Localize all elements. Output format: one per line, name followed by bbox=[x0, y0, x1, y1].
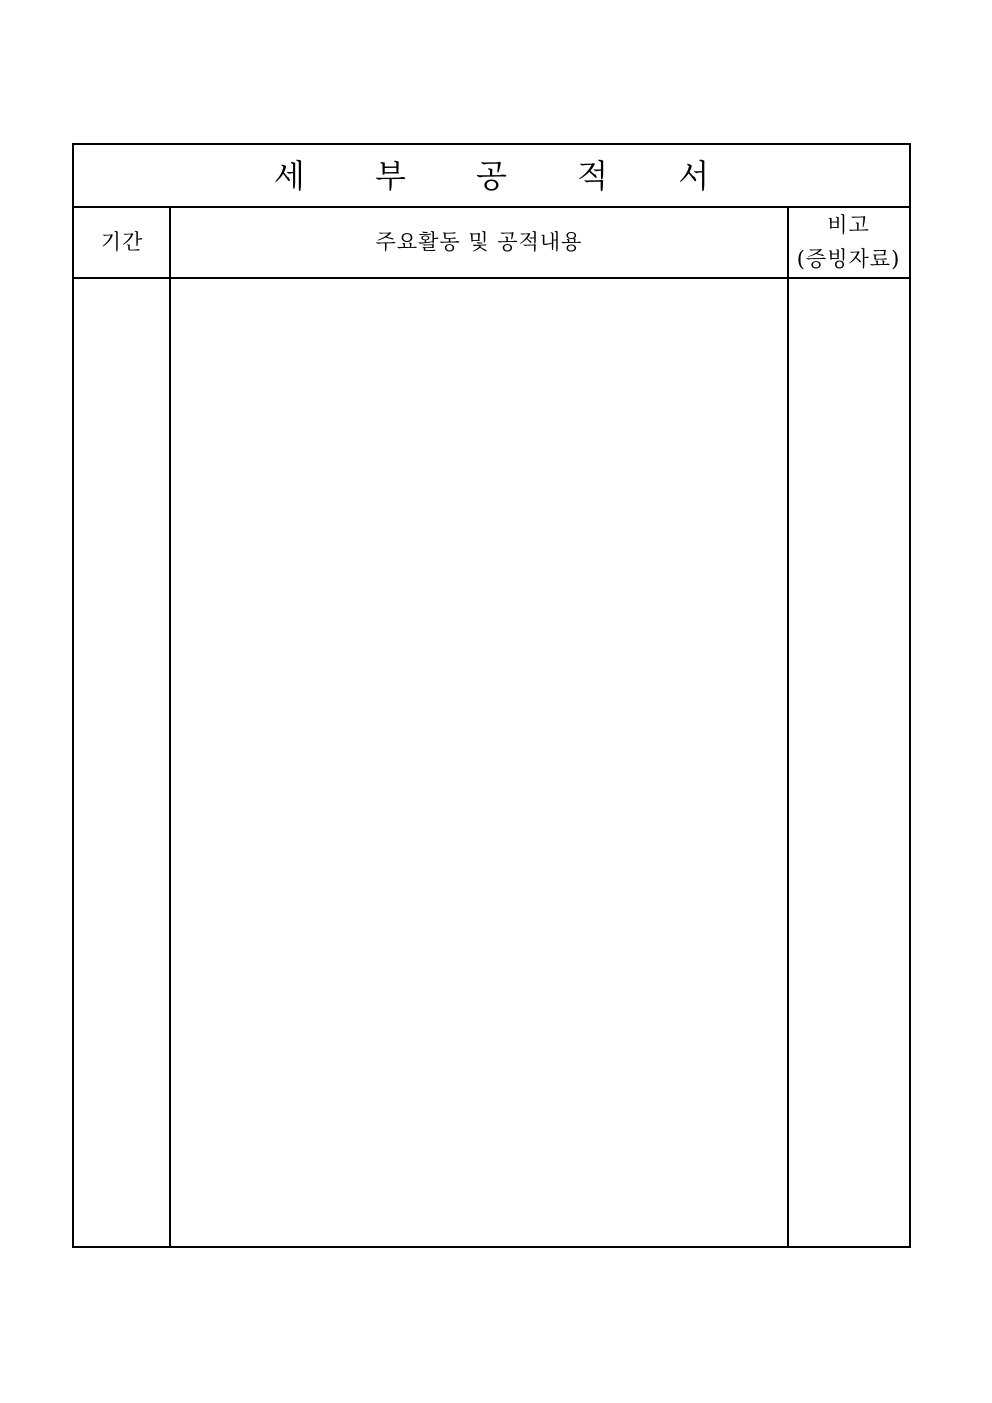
header-remarks-sublabel: (증빙자료) bbox=[796, 246, 901, 271]
header-content-label: 주요활동 및 공적내용 bbox=[375, 229, 583, 254]
form-title-row bbox=[74, 145, 909, 208]
header-content bbox=[170, 208, 788, 277]
achievement-details-form bbox=[72, 143, 911, 1248]
header-period-label: 기간 bbox=[100, 229, 144, 254]
content-cell[interactable] bbox=[171, 279, 787, 1246]
table-body-row bbox=[74, 279, 909, 1246]
form-title: 세 부 공 적 서 bbox=[273, 156, 740, 195]
header-remarks bbox=[788, 208, 909, 277]
table-header-row bbox=[74, 208, 909, 279]
header-remarks-label: 비고 bbox=[827, 212, 870, 237]
remarks-cell[interactable] bbox=[789, 279, 909, 1246]
header-period bbox=[74, 208, 170, 277]
period-cell[interactable] bbox=[74, 279, 169, 1246]
